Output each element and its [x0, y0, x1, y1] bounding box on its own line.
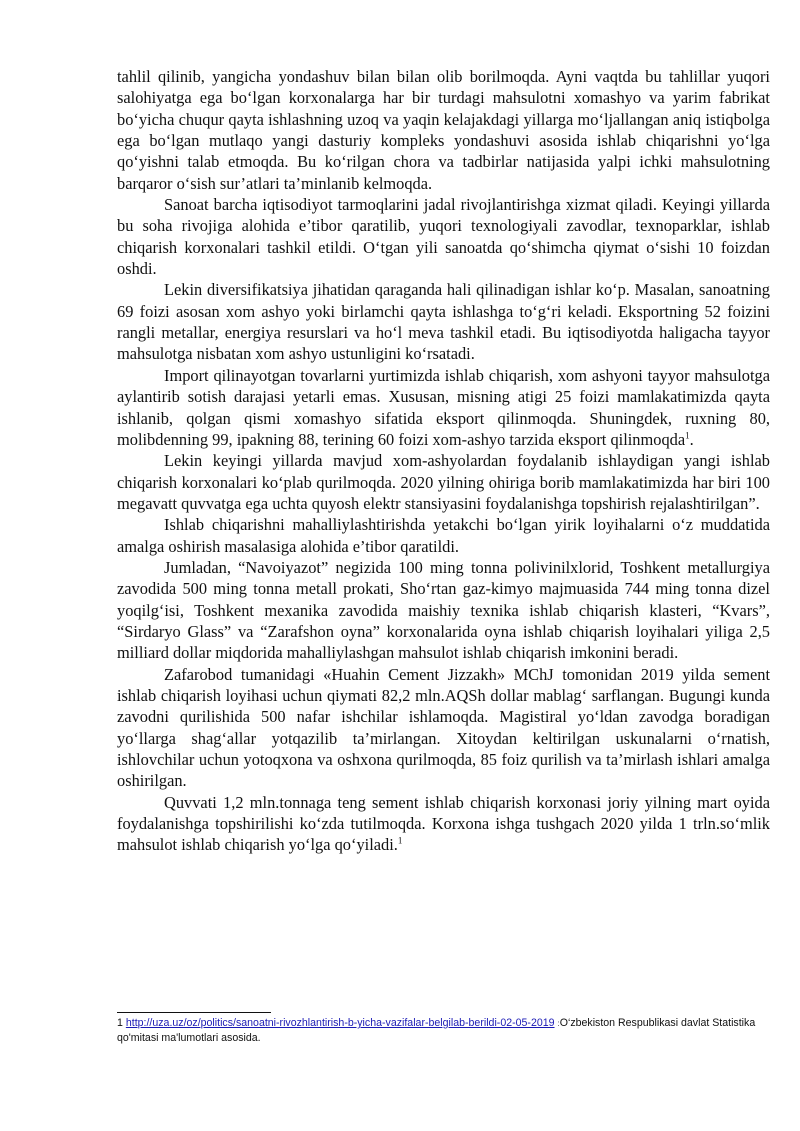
- footnote-number: 1: [117, 1017, 123, 1029]
- paragraph-9: [117, 792, 770, 856]
- paragraph-3: Lekin diversifikatsiya jihatidan qaraganda hali qilinadigan ishlar ko‘p. Masalan, sanoatning 69 foizi asosan xom ashyo yoki birlamchi qayta ishlashga to‘g‘ri keladi. Eksportning 52 foizini rangli metallar, energiya resurslari va ho‘l meva tashkil etadi. Bu iqtisodiyotda haligacha tayyor mahsulotga nisbatan xom ashyo ustunligini ko‘rsatadi.: [117, 280, 770, 364]
- paragraph-4-text: Import qilinayotgan tovarlarni yurtimizda ishlab chiqarish, xom ashyoni tayyor mahsulotga aylantirib sotish darajasi yetarli emas. Xususan, misning atigi 25 foizi mamlakatimizda qayta ishlanib, qolgan qismi xomashyo sifatida eksport qilinmoqda. Shuningdek, ruxning 80, molibdenning 99, ipakning 88, terining 60 foizi xom-ashyo tarzida eksport qilinmoqda: [117, 365, 770, 449]
- footnote-reference[interactable]: 1: [397, 835, 403, 846]
- footnote-source: O‘zbekiston Respublikasi davlat Statistika qo'mitasi ma'lumotlari asosida.: [117, 1017, 756, 1044]
- paragraph-2: Sanoat barcha iqtisodiyot tarmoqlarini jadal rivojlantirishga xizmat qiladi. Keyingi yillarda bu soha rivojiga alohida e’tibor qaratilib, yuqori texnologiyali zavodlar, texnoparklar, ishlab chiqarish korxonalari tashkil etildi. O‘tgan yili sanoatda qo‘shimcha qiymat o‘sishi 10 foizdan oshdi.: [117, 195, 770, 279]
- paragraph-8: Zafarobod tumanidagi «Huahin Cement Jizzakh» MChJ tomonidan 2019 yilda sement ishlab chiqarish loyihasi uchun qiymati 82,2 mln.AQSh dollar mablag‘ sarflangan. Bugungi kunda zavodni qurilishida 500 nafar ishchilar ishlamoqda. Magistiral yo‘ldan zavodga boradigan yo‘llarga shag‘allar yotqazilib ta’mirlangan. Xitoydan keltirilgan uskunalarni o‘rnatish, ishlovchilar uchun yotoqxona va oshxona qurilmoqda, 85 foiz qurilish va ta’mirlash ishlari amalga oshirilgan.: [117, 664, 770, 791]
- paragraph-4-end: .: [689, 429, 694, 449]
- footnote: [117, 1016, 777, 1046]
- footnote-link[interactable]: http://uza.uz/oz/politics/sanoatni-rivozhlantirish-b-yicha-vazifalar-belgilab-berildi-02-05-2019: [125, 1017, 555, 1029]
- footnote-separator: :: [557, 1019, 560, 1028]
- paragraph-5: Lekin keyingi yillarda mavjud xom-ashyolardan foydalanib ishlaydigan yangi ishlab chiqarish korxonalari ko‘plab qurilmoqda. 2020 yilning ohiriga borib mamlakatimizda har biri 100 megavatt quvvatga ega uchta quyosh elektr stansiyasini foydalanishga topshirish rejalashtirilgan”.: [117, 451, 770, 513]
- paragraph-1: tahlil qilinib, yangicha yondashuv bilan bilan olib borilmoqda. Ayni vaqtda bu tahlillar yuqori salohiyatga ega bo‘lgan korxonalarga har bir turdagi mahsulotni xomashyo va yarim fabrikat bo‘yicha chuqur qayta ishlashning uzoq va yaqin kelajakdagi yillarga mo‘ljallangan aniq istiqbolga ega bo‘lgan mutlaqo yangi dasturiy kompleks yondashuvi asosida ishlab chiqarishni yo‘lga qo‘yishni talab etmoqda. Bu ko‘rilgan chora va tadbirlar natijasida yalpi ichki mahsulotning barqaror o‘sish sur’atlari ta’minlanib kelmoqda.: [117, 67, 770, 193]
- paragraph-6: Ishlab chiqarishni mahalliylashtirishda yetakchi bo‘lgan yirik loyihalarni o‘z muddatida amalga oshirish masalasiga alohida e’tibor qaratildi.: [117, 515, 770, 556]
- paragraph-9-text: Quvvati 1,2 mln.tonnaga teng sement ishlab chiqarish korxonasi joriy yilning mart oyida foydalanishga topshirilishi ko‘zda tutilmoqda. Korxona ishga tushgach 2020 yilda 1 trln.so‘mlik mahsulot ishlab chiqarish yo‘lga qo‘yiladi.: [117, 792, 770, 855]
- footnote-reference[interactable]: 1: [685, 430, 690, 441]
- paragraph-4: [117, 365, 770, 450]
- footnote-divider: [117, 1012, 271, 1013]
- document-body: [117, 66, 770, 856]
- footnote-area: [117, 1012, 777, 1046]
- paragraph-7: Jumladan, “Navoiyazot” negizida 100 ming tonna polivinilxlorid, Toshkent metallurgiya zavodida 500 ming tonna metall prokati, Sho‘rtan gaz-kimyo majmuasida 744 ming tonna dizel yoqilg‘isi, Toshkent mexanika zavodida maishiy texnika ishlab chiqarish klasteri, “Kvars”, “Sirdaryo Glass” va “Zarafshon oyna” korxonalarida oyna ishlab chiqarish loyihalari yiliga 2,5 milliard dollar miqdorida mahalliylashgan mahsulot ishlab chiqarish imkonini beradi.: [117, 557, 770, 663]
